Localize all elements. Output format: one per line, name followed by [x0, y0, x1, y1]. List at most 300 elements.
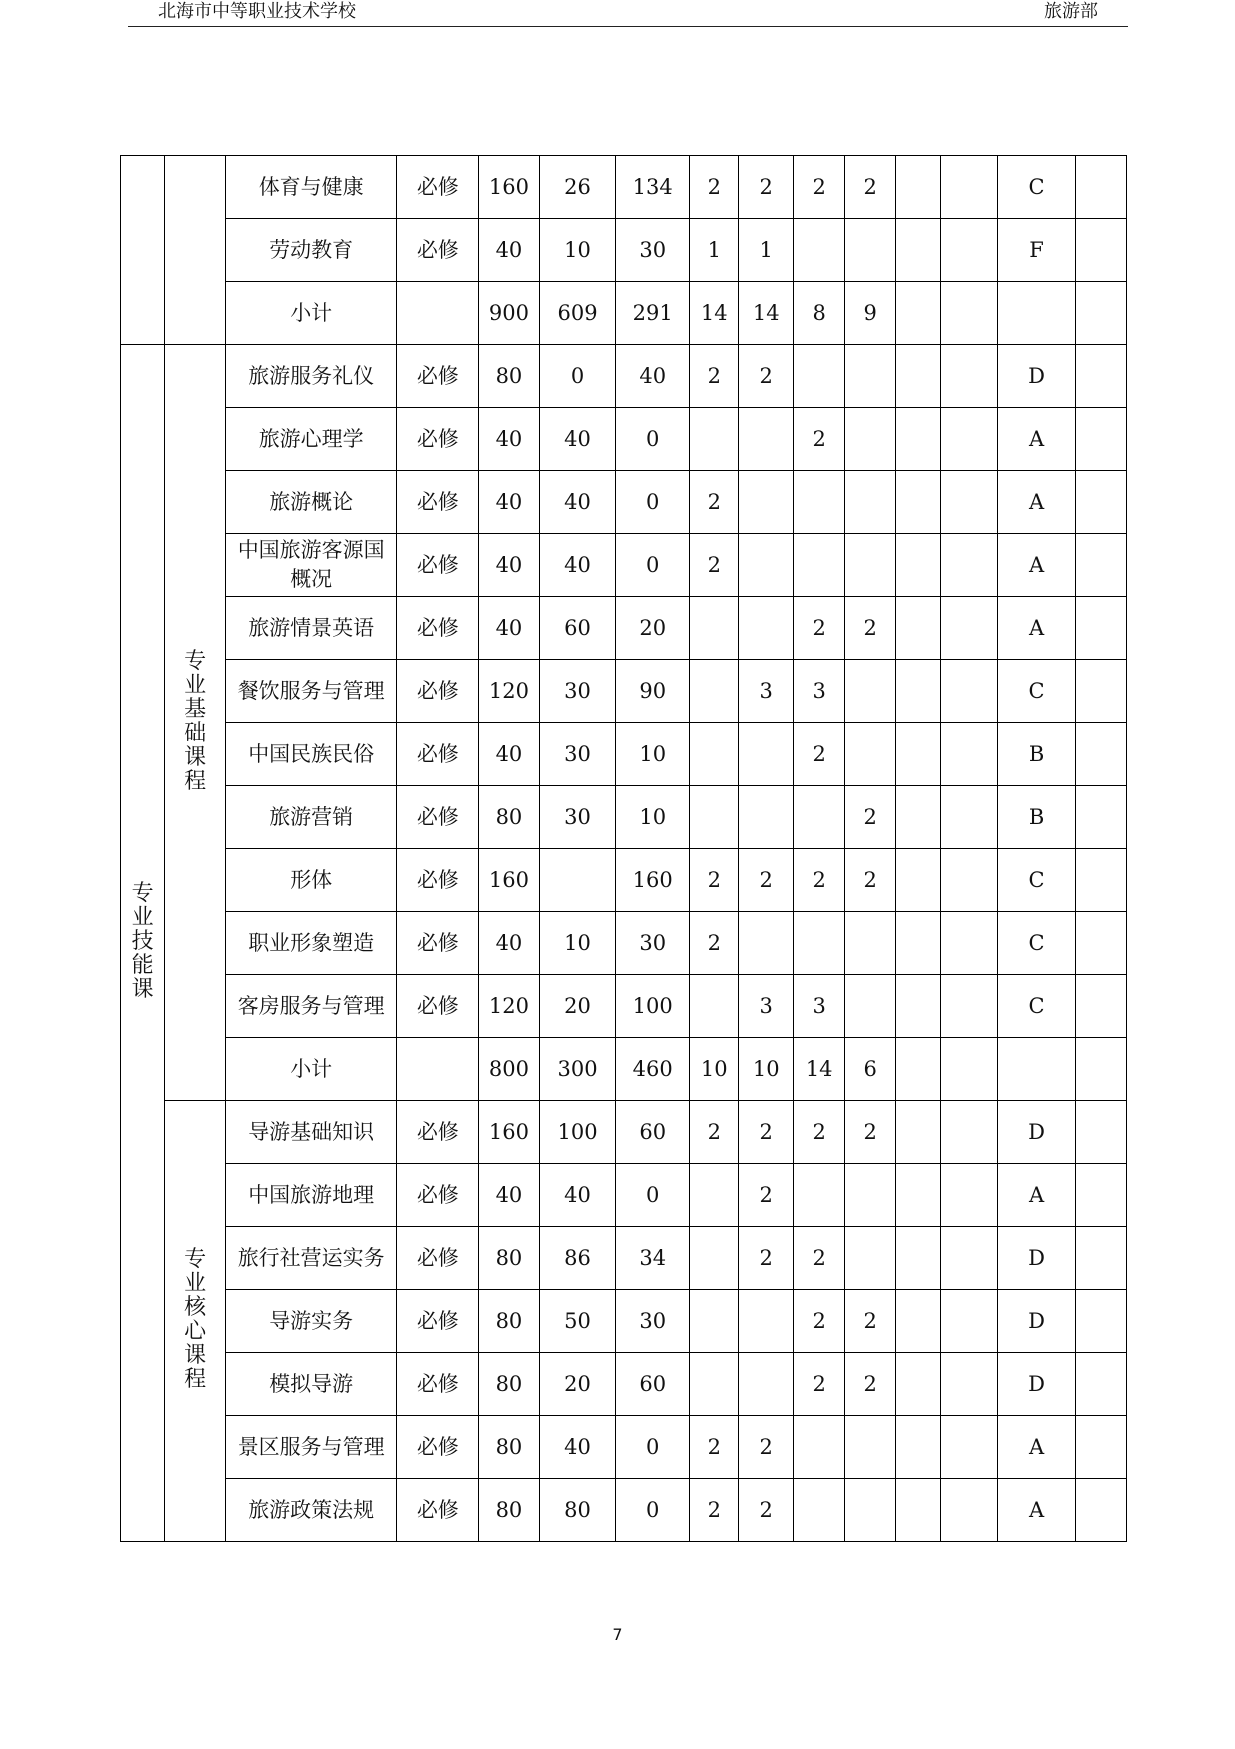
cell-course-name: 旅游概论: [225, 471, 397, 534]
cell-sem1: 1: [690, 219, 739, 282]
cell-course-name: 客房服务与管理: [225, 975, 397, 1038]
table-row: [121, 219, 1127, 282]
cell-practice-hours: 0: [616, 534, 690, 597]
cell-course-type: 必修: [397, 786, 479, 849]
cell-total-hours: 40: [479, 1164, 540, 1227]
cell-remark: [1076, 660, 1127, 723]
table-row: [121, 1479, 1127, 1542]
cell-sem5: [895, 660, 940, 723]
cell-assessment: [997, 282, 1076, 345]
cell-sem6: [941, 1101, 998, 1164]
cell-sem6: [941, 660, 998, 723]
cell-sem2: 1: [739, 219, 793, 282]
cell-sem2: [739, 1353, 793, 1416]
cell-sem2: 2: [739, 1164, 793, 1227]
cell-assessment: F: [997, 219, 1076, 282]
cell-sem2: [739, 408, 793, 471]
cell-sem6: [941, 1290, 998, 1353]
cell-sem4: [845, 1416, 895, 1479]
cell-total-hours: 80: [479, 1353, 540, 1416]
cell-remark: [1076, 975, 1127, 1038]
cell-total-hours: 80: [479, 1227, 540, 1290]
cell-sem3: 2: [793, 1101, 844, 1164]
cell-practice-hours: 0: [616, 408, 690, 471]
cell-sem4: [845, 975, 895, 1038]
cell-remark: [1076, 1101, 1127, 1164]
cell-sem1: [690, 786, 739, 849]
cell-total-hours: 40: [479, 219, 540, 282]
cell-sem4: 2: [845, 849, 895, 912]
cell-total-hours: 40: [479, 912, 540, 975]
cell-remark: [1076, 219, 1127, 282]
cell-assessment: B: [997, 786, 1076, 849]
table-row: [121, 156, 1127, 219]
cell-practice-hours: 160: [616, 849, 690, 912]
cell-remark: [1076, 282, 1127, 345]
cell-course-name: 劳动教育: [225, 219, 397, 282]
cell-course-name: 中国民族民俗: [225, 723, 397, 786]
cell-theory-hours: [539, 849, 616, 912]
cell-sem5: [895, 345, 940, 408]
cell-sem5: [895, 1416, 940, 1479]
cell-theory-hours: 30: [539, 723, 616, 786]
cell-course-type: 必修: [397, 849, 479, 912]
group-cell: [165, 1101, 226, 1542]
cell-sem2: 3: [739, 975, 793, 1038]
cell-theory-hours: 50: [539, 1290, 616, 1353]
school-name: 北海市中等职业技术学校: [158, 1, 356, 22]
cell-course-type: 必修: [397, 1227, 479, 1290]
cell-sem6: [941, 1038, 998, 1101]
cell-theory-hours: 10: [539, 912, 616, 975]
cell-theory-hours: 20: [539, 975, 616, 1038]
cell-course-name: 中国旅游地理: [225, 1164, 397, 1227]
cell-assessment: D: [997, 1101, 1076, 1164]
cell-theory-hours: 40: [539, 1416, 616, 1479]
cell-assessment: B: [997, 723, 1076, 786]
cell-sem4: 2: [845, 1290, 895, 1353]
cell-sem3: 14: [793, 1038, 844, 1101]
cell-sem3: 2: [793, 849, 844, 912]
cell-total-hours: 160: [479, 156, 540, 219]
table-row: [121, 408, 1127, 471]
cell-course-name: 餐饮服务与管理: [225, 660, 397, 723]
cell-course-name: 导游实务: [225, 1290, 397, 1353]
cell-sem5: [895, 975, 940, 1038]
group-cell: [165, 345, 226, 1101]
cell-sem6: [941, 1353, 998, 1416]
cell-sem4: [845, 534, 895, 597]
table-row: [121, 723, 1127, 786]
cell-assessment: A: [997, 1164, 1076, 1227]
cell-assessment: D: [997, 1353, 1076, 1416]
cell-course-type: 必修: [397, 1164, 479, 1227]
cell-sem3: 2: [793, 1353, 844, 1416]
cell-theory-hours: 10: [539, 219, 616, 282]
cell-sem6: [941, 408, 998, 471]
cell-sem2: 2: [739, 849, 793, 912]
cell-remark: [1076, 912, 1127, 975]
cell-course-type: 必修: [397, 975, 479, 1038]
cell-theory-hours: 300: [539, 1038, 616, 1101]
cell-sem3: 2: [793, 408, 844, 471]
cell-course-type: 必修: [397, 408, 479, 471]
cell-sem5: [895, 1038, 940, 1101]
cell-sem2: [739, 912, 793, 975]
cell-sem1: [690, 975, 739, 1038]
cell-sem4: [845, 723, 895, 786]
cell-practice-hours: 30: [616, 1290, 690, 1353]
cell-sem6: [941, 1164, 998, 1227]
cell-practice-hours: 10: [616, 723, 690, 786]
cell-total-hours: 40: [479, 534, 540, 597]
cell-course-type: [397, 1038, 479, 1101]
cell-total-hours: 80: [479, 1416, 540, 1479]
cell-assessment: C: [997, 849, 1076, 912]
cell-sem5: [895, 1227, 940, 1290]
page-number: 7: [612, 1625, 623, 1644]
cell-sem3: [793, 471, 844, 534]
cell-sem3: [793, 1164, 844, 1227]
cell-remark: [1076, 156, 1127, 219]
cell-sem3: [793, 1416, 844, 1479]
cell-remark: [1076, 1164, 1127, 1227]
cell-assessment: C: [997, 660, 1076, 723]
cell-course-type: 必修: [397, 471, 479, 534]
cell-theory-hours: 26: [539, 156, 616, 219]
table-row: [121, 1101, 1127, 1164]
table-row: [121, 660, 1127, 723]
cell-practice-hours: 60: [616, 1101, 690, 1164]
cell-course-name: 小计: [225, 1038, 397, 1101]
cell-sem2: [739, 597, 793, 660]
page-header: [128, 0, 1128, 27]
cell-theory-hours: 60: [539, 597, 616, 660]
table-row: [121, 1353, 1127, 1416]
cell-sem2: 2: [739, 345, 793, 408]
cell-remark: [1076, 1416, 1127, 1479]
cell-sem1: [690, 1290, 739, 1353]
cell-course-name: 旅游政策法规: [225, 1479, 397, 1542]
cell-sem1: [690, 723, 739, 786]
cell-sem6: [941, 849, 998, 912]
cell-remark: [1076, 1227, 1127, 1290]
cell-total-hours: 40: [479, 408, 540, 471]
cell-practice-hours: 30: [616, 912, 690, 975]
cell-sem5: [895, 219, 940, 282]
cell-course-name: 旅行社营运实务: [225, 1227, 397, 1290]
table-row: [121, 1227, 1127, 1290]
cell-total-hours: 80: [479, 786, 540, 849]
category-cell-label: 专业技能课: [131, 881, 154, 1002]
cell-total-hours: 40: [479, 471, 540, 534]
cell-course-type: 必修: [397, 912, 479, 975]
cell-course-type: 必修: [397, 345, 479, 408]
cell-sem3: [793, 1479, 844, 1542]
cell-sem5: [895, 849, 940, 912]
cell-sem4: [845, 660, 895, 723]
cell-theory-hours: 20: [539, 1353, 616, 1416]
cell-remark: [1076, 1479, 1127, 1542]
cell-theory-hours: 609: [539, 282, 616, 345]
table-row: [121, 534, 1127, 597]
cell-practice-hours: 20: [616, 597, 690, 660]
cell-total-hours: 40: [479, 723, 540, 786]
cell-sem1: [690, 408, 739, 471]
cell-sem4: 2: [845, 786, 895, 849]
table-row: [121, 471, 1127, 534]
category-cell-empty: [121, 156, 165, 345]
cell-course-name: 景区服务与管理: [225, 1416, 397, 1479]
cell-sem3: 3: [793, 975, 844, 1038]
cell-sem1: [690, 597, 739, 660]
cell-assessment: C: [997, 975, 1076, 1038]
cell-course-type: 必修: [397, 660, 479, 723]
cell-sem1: 2: [690, 345, 739, 408]
cell-course-type: 必修: [397, 723, 479, 786]
cell-sem2: 2: [739, 1416, 793, 1479]
cell-total-hours: 40: [479, 597, 540, 660]
cell-sem5: [895, 912, 940, 975]
cell-sem6: [941, 975, 998, 1038]
cell-sem3: 2: [793, 156, 844, 219]
cell-assessment: C: [997, 156, 1076, 219]
group-cell-label: 专业基础课程: [184, 648, 207, 794]
cell-sem4: [845, 219, 895, 282]
cell-course-name: 中国旅游客源国概况: [225, 534, 397, 597]
cell-assessment: D: [997, 345, 1076, 408]
cell-course-name: 职业形象塑造: [225, 912, 397, 975]
cell-sem4: [845, 471, 895, 534]
cell-theory-hours: 80: [539, 1479, 616, 1542]
category-cell: [121, 345, 165, 1542]
cell-sem6: [941, 1227, 998, 1290]
cell-sem3: [793, 219, 844, 282]
cell-course-name: 模拟导游: [225, 1353, 397, 1416]
cell-course-name: 旅游营销: [225, 786, 397, 849]
cell-theory-hours: 40: [539, 534, 616, 597]
cell-sem4: 2: [845, 156, 895, 219]
cell-remark: [1076, 408, 1127, 471]
cell-remark: [1076, 723, 1127, 786]
cell-practice-hours: 291: [616, 282, 690, 345]
cell-total-hours: 80: [479, 1290, 540, 1353]
cell-sem1: [690, 1164, 739, 1227]
cell-sem1: [690, 1353, 739, 1416]
cell-course-name: 小计: [225, 282, 397, 345]
cell-practice-hours: 460: [616, 1038, 690, 1101]
cell-course-type: 必修: [397, 156, 479, 219]
cell-sem3: [793, 786, 844, 849]
cell-sem1: 10: [690, 1038, 739, 1101]
cell-course-type: 必修: [397, 1479, 479, 1542]
cell-total-hours: 160: [479, 1101, 540, 1164]
cell-sem6: [941, 597, 998, 660]
cell-sem2: 2: [739, 1101, 793, 1164]
cell-theory-hours: 40: [539, 1164, 616, 1227]
cell-practice-hours: 0: [616, 471, 690, 534]
cell-total-hours: 120: [479, 975, 540, 1038]
cell-sem4: [845, 1479, 895, 1542]
cell-practice-hours: 0: [616, 1416, 690, 1479]
cell-assessment: A: [997, 597, 1076, 660]
cell-sem5: [895, 597, 940, 660]
cell-remark: [1076, 597, 1127, 660]
cell-practice-hours: 40: [616, 345, 690, 408]
cell-total-hours: 800: [479, 1038, 540, 1101]
cell-sem1: 2: [690, 912, 739, 975]
table-row: [121, 345, 1127, 408]
cell-sem2: [739, 471, 793, 534]
cell-sem4: 6: [845, 1038, 895, 1101]
cell-practice-hours: 134: [616, 156, 690, 219]
cell-sem2: [739, 534, 793, 597]
cell-theory-hours: 86: [539, 1227, 616, 1290]
cell-sem4: 2: [845, 1353, 895, 1416]
table-row: [121, 597, 1127, 660]
cell-remark: [1076, 1038, 1127, 1101]
cell-sem6: [941, 534, 998, 597]
cell-sem2: [739, 723, 793, 786]
cell-sem6: [941, 156, 998, 219]
cell-sem2: [739, 1290, 793, 1353]
cell-sem2: 2: [739, 1479, 793, 1542]
cell-sem3: [793, 534, 844, 597]
cell-sem5: [895, 408, 940, 471]
table-row: [121, 912, 1127, 975]
cell-course-name: 形体: [225, 849, 397, 912]
cell-assessment: D: [997, 1290, 1076, 1353]
group-cell-empty: [165, 156, 226, 345]
cell-sem1: 2: [690, 1101, 739, 1164]
cell-sem4: [845, 345, 895, 408]
curriculum-table: [120, 155, 1127, 1542]
cell-sem5: [895, 1101, 940, 1164]
cell-sem4: [845, 408, 895, 471]
cell-remark: [1076, 1353, 1127, 1416]
cell-practice-hours: 30: [616, 219, 690, 282]
table-row: [121, 1416, 1127, 1479]
cell-sem5: [895, 723, 940, 786]
cell-sem1: 2: [690, 534, 739, 597]
cell-sem4: 2: [845, 597, 895, 660]
cell-sem2: [739, 786, 793, 849]
cell-course-type: 必修: [397, 597, 479, 660]
cell-sem6: [941, 345, 998, 408]
cell-practice-hours: 10: [616, 786, 690, 849]
cell-sem3: 2: [793, 1290, 844, 1353]
cell-theory-hours: 0: [539, 345, 616, 408]
table-row: [121, 1038, 1127, 1101]
cell-course-type: 必修: [397, 1416, 479, 1479]
table-row: [121, 1164, 1127, 1227]
cell-course-name: 旅游心理学: [225, 408, 397, 471]
cell-sem3: [793, 912, 844, 975]
cell-sem1: 2: [690, 156, 739, 219]
cell-sem1: [690, 660, 739, 723]
cell-course-type: 必修: [397, 1353, 479, 1416]
cell-sem4: 2: [845, 1101, 895, 1164]
cell-sem1: [690, 1227, 739, 1290]
cell-course-name: 旅游情景英语: [225, 597, 397, 660]
cell-course-type: 必修: [397, 219, 479, 282]
cell-sem1: 2: [690, 471, 739, 534]
cell-sem6: [941, 786, 998, 849]
cell-course-name: 旅游服务礼仪: [225, 345, 397, 408]
cell-remark: [1076, 471, 1127, 534]
cell-sem6: [941, 1416, 998, 1479]
cell-assessment: A: [997, 1479, 1076, 1542]
cell-total-hours: 160: [479, 849, 540, 912]
cell-theory-hours: 30: [539, 786, 616, 849]
cell-remark: [1076, 1290, 1127, 1353]
cell-remark: [1076, 849, 1127, 912]
cell-sem6: [941, 1479, 998, 1542]
table-row: [121, 849, 1127, 912]
cell-assessment: D: [997, 1227, 1076, 1290]
cell-assessment: A: [997, 1416, 1076, 1479]
cell-sem2: 2: [739, 1227, 793, 1290]
cell-sem4: [845, 1164, 895, 1227]
cell-sem3: 2: [793, 723, 844, 786]
cell-sem5: [895, 1290, 940, 1353]
cell-practice-hours: 34: [616, 1227, 690, 1290]
cell-assessment: C: [997, 912, 1076, 975]
cell-sem3: 8: [793, 282, 844, 345]
cell-sem1: 2: [690, 1416, 739, 1479]
cell-sem2: 10: [739, 1038, 793, 1101]
cell-course-type: 必修: [397, 1101, 479, 1164]
cell-sem5: [895, 282, 940, 345]
cell-theory-hours: 40: [539, 471, 616, 534]
cell-total-hours: 120: [479, 660, 540, 723]
cell-sem3: 2: [793, 597, 844, 660]
cell-sem5: [895, 534, 940, 597]
cell-sem3: 3: [793, 660, 844, 723]
cell-sem4: [845, 912, 895, 975]
cell-course-name: 导游基础知识: [225, 1101, 397, 1164]
cell-sem5: [895, 156, 940, 219]
cell-practice-hours: 0: [616, 1479, 690, 1542]
cell-assessment: [997, 1038, 1076, 1101]
cell-assessment: A: [997, 471, 1076, 534]
cell-total-hours: 80: [479, 1479, 540, 1542]
table-row: [121, 975, 1127, 1038]
cell-sem3: 2: [793, 1227, 844, 1290]
cell-total-hours: 900: [479, 282, 540, 345]
cell-sem5: [895, 1353, 940, 1416]
cell-total-hours: 80: [479, 345, 540, 408]
cell-theory-hours: 40: [539, 408, 616, 471]
department-name: 旅游部: [1044, 1, 1098, 22]
cell-practice-hours: 60: [616, 1353, 690, 1416]
cell-sem1: 14: [690, 282, 739, 345]
cell-course-type: [397, 282, 479, 345]
cell-theory-hours: 100: [539, 1101, 616, 1164]
cell-practice-hours: 90: [616, 660, 690, 723]
cell-sem3: [793, 345, 844, 408]
table-row: [121, 282, 1127, 345]
cell-assessment: A: [997, 408, 1076, 471]
cell-sem5: [895, 786, 940, 849]
cell-course-name: 体育与健康: [225, 156, 397, 219]
cell-practice-hours: 0: [616, 1164, 690, 1227]
cell-sem6: [941, 219, 998, 282]
cell-remark: [1076, 345, 1127, 408]
cell-remark: [1076, 534, 1127, 597]
group-cell-label: 专业核心课程: [184, 1247, 207, 1392]
cell-sem1: 2: [690, 1479, 739, 1542]
